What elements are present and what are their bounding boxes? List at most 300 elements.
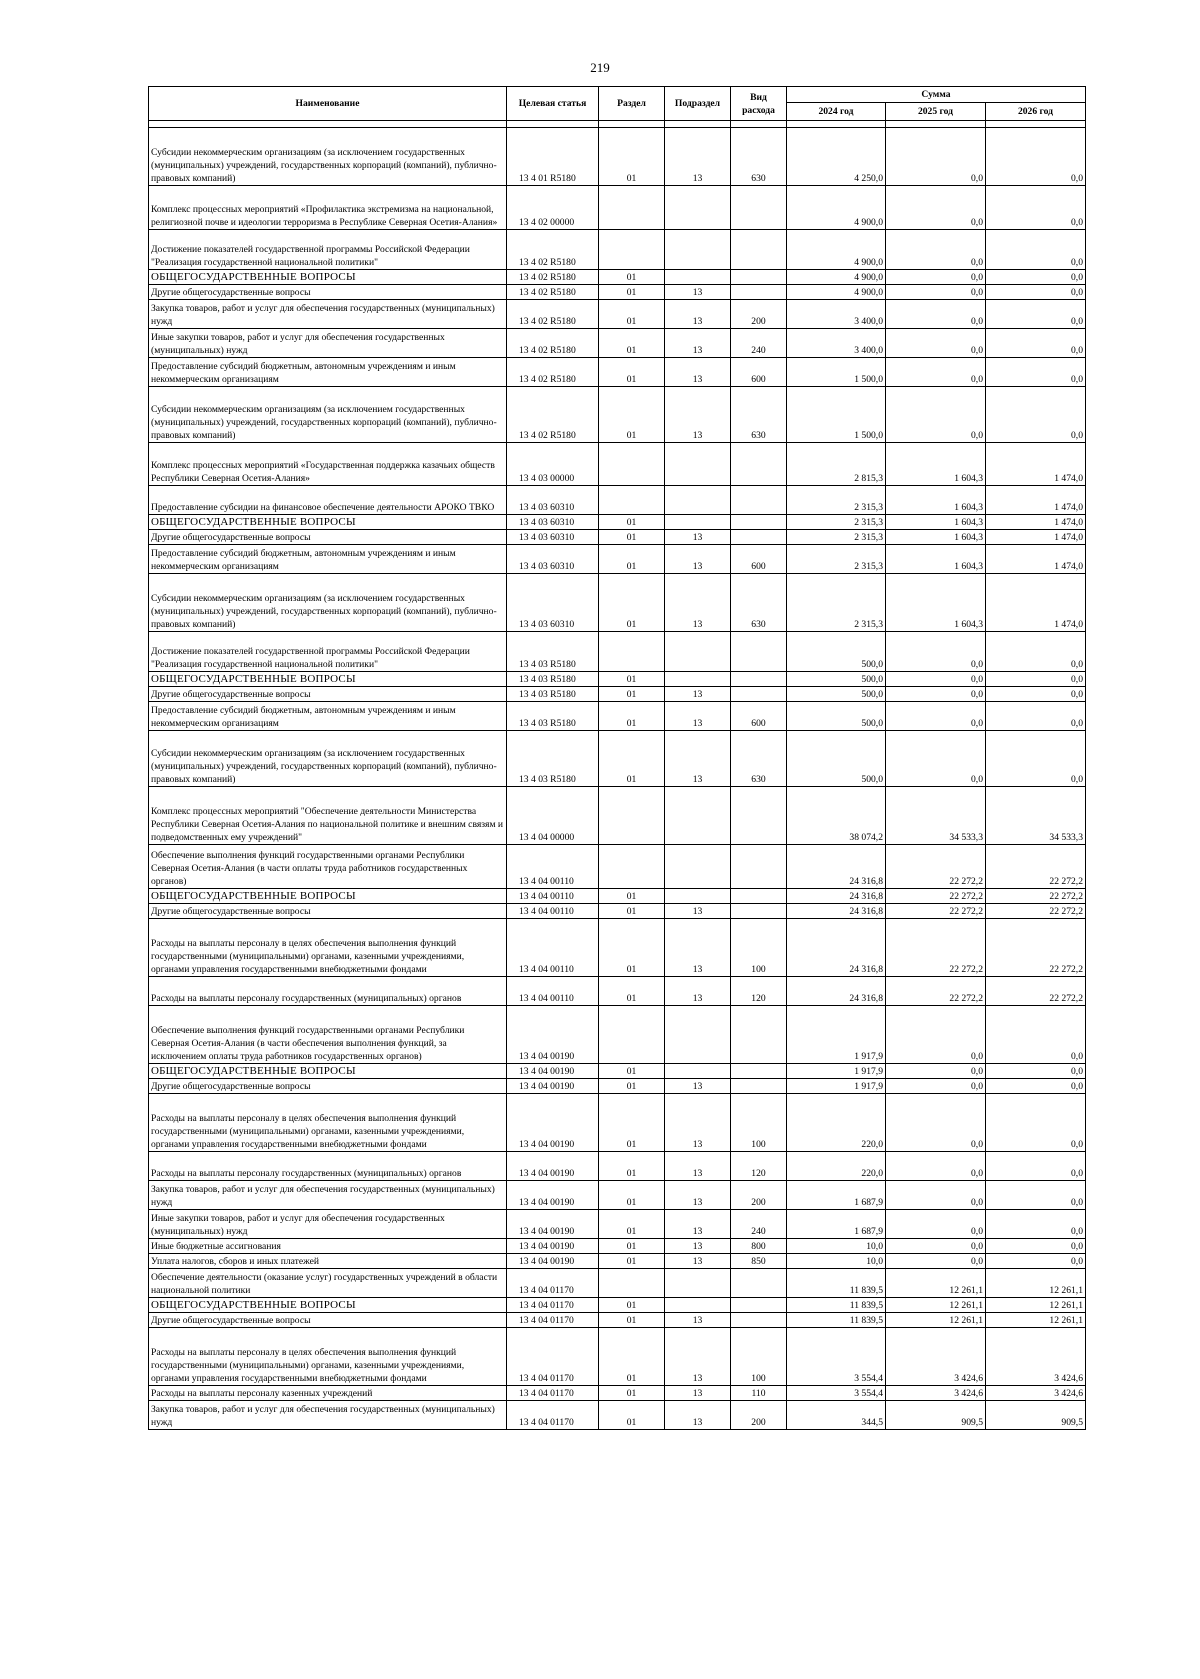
cell-2024: 500,0 [787, 687, 886, 702]
cell-section: 01 [599, 1181, 665, 1210]
cell-2024: 2 815,3 [787, 443, 886, 486]
cell-subsection: 13 [665, 1210, 731, 1239]
cell-target: 13 4 02 R5180 [507, 270, 599, 285]
cell-subsection: 13 [665, 919, 731, 977]
cell-target: 13 4 04 00190 [507, 1006, 599, 1064]
cell-2026: 3 424,6 [986, 1386, 1086, 1401]
cell-target: 13 4 04 00000 [507, 787, 599, 845]
cell-section [599, 443, 665, 486]
cell-target: 13 4 02 R5180 [507, 285, 599, 300]
table-row [149, 1269, 1086, 1298]
cell-subsection: 13 [665, 1386, 731, 1401]
table-row [149, 1254, 1086, 1269]
cell-section: 01 [599, 300, 665, 329]
cell-2025: 0,0 [886, 632, 986, 672]
cell-2026: 12 261,1 [986, 1269, 1086, 1298]
cell-2024: 220,0 [787, 1094, 886, 1152]
cell-2026: 1 474,0 [986, 530, 1086, 545]
table-row [149, 1094, 1086, 1152]
table-row [149, 919, 1086, 977]
cell-subsection: 13 [665, 285, 731, 300]
cell-2026: 34 533,3 [986, 787, 1086, 845]
cell-expense-type [731, 515, 787, 530]
cell-expense-type: 600 [731, 358, 787, 387]
cell-2026: 1 474,0 [986, 574, 1086, 632]
table-row [149, 515, 1086, 530]
cell-subsection [665, 486, 731, 515]
cell-expense-type: 200 [731, 300, 787, 329]
page-number: 219 [590, 60, 610, 75]
cell-subsection: 13 [665, 574, 731, 632]
table-row [149, 128, 1086, 186]
cell-expense-type [731, 486, 787, 515]
cell-subsection: 13 [665, 1239, 731, 1254]
cell-2026: 0,0 [986, 1254, 1086, 1269]
cell-expense-type: 850 [731, 1254, 787, 1269]
cell-name: ОБЩЕГОСУДАРСТВЕННЫЕ ВОПРОСЫ [149, 1064, 507, 1079]
table-row [149, 1079, 1086, 1094]
cell-subsection: 13 [665, 1313, 731, 1328]
cell-section: 01 [599, 904, 665, 919]
table-row [149, 1064, 1086, 1079]
table-row [149, 1210, 1086, 1239]
cell-2026: 0,0 [986, 1152, 1086, 1181]
cell-subsection [665, 186, 731, 230]
cell-subsection: 13 [665, 329, 731, 358]
cell-subsection [665, 515, 731, 530]
cell-2026: 22 272,2 [986, 904, 1086, 919]
cell-name: Комплекс процессных мероприятий «Государственная поддержка казачьих обществ Республики Северная Осетия-Алания» [149, 443, 507, 486]
cell-2025: 0,0 [886, 702, 986, 731]
cell-expense-type [731, 1313, 787, 1328]
cell-2025: 0,0 [886, 731, 986, 787]
cell-name: Иные закупки товаров, работ и услуг для обеспечения государственных (муниципальных) нужд [149, 1210, 507, 1239]
cell-name: Предоставление субсидии на финансовое обеспечение деятельности АРОКО ТВКО [149, 486, 507, 515]
cell-2024: 24 316,8 [787, 919, 886, 977]
cell-2025: 0,0 [886, 672, 986, 687]
cell-expense-type [731, 230, 787, 270]
cell-expense-type: 600 [731, 545, 787, 574]
cell-subsection [665, 632, 731, 672]
cell-name: Расходы на выплаты персоналу казенных учреждений [149, 1386, 507, 1401]
cell-target: 13 4 02 R5180 [507, 230, 599, 270]
cell-2025: 0,0 [886, 1064, 986, 1079]
cell-2026: 0,0 [986, 687, 1086, 702]
table-row [149, 270, 1086, 285]
table-row [149, 1386, 1086, 1401]
cell-2024: 10,0 [787, 1239, 886, 1254]
cell-target: 13 4 04 00190 [507, 1079, 599, 1094]
cell-name: Достижение показателей государственной программы Российской Федерации "Реализация государственной национальной политики" [149, 230, 507, 270]
table-row [149, 443, 1086, 486]
cell-2025: 22 272,2 [886, 904, 986, 919]
cell-expense-type [731, 889, 787, 904]
cell-2025: 0,0 [886, 285, 986, 300]
cell-target: 13 4 04 01170 [507, 1269, 599, 1298]
cell-2025: 0,0 [886, 1239, 986, 1254]
cell-2025: 0,0 [886, 1210, 986, 1239]
cell-expense-type: 110 [731, 1386, 787, 1401]
cell-section: 01 [599, 977, 665, 1006]
cell-2024: 1 500,0 [787, 387, 886, 443]
cell-2025: 1 604,3 [886, 574, 986, 632]
cell-subsection [665, 845, 731, 889]
cell-2024: 2 315,3 [787, 545, 886, 574]
cell-2026: 0,0 [986, 1181, 1086, 1210]
cell-section: 01 [599, 285, 665, 300]
budget-table [148, 86, 1086, 1430]
cell-expense-type [731, 1298, 787, 1313]
cell-2024: 500,0 [787, 672, 886, 687]
cell-2024: 4 900,0 [787, 230, 886, 270]
cell-expense-type: 120 [731, 977, 787, 1006]
cell-subsection [665, 443, 731, 486]
cell-section [599, 486, 665, 515]
cell-expense-type: 240 [731, 329, 787, 358]
cell-2024: 1 917,9 [787, 1064, 886, 1079]
cell-name: Закупка товаров, работ и услуг для обеспечения государственных (муниципальных) нужд [149, 300, 507, 329]
table-row [149, 687, 1086, 702]
cell-name: ОБЩЕГОСУДАРСТВЕННЫЕ ВОПРОСЫ [149, 515, 507, 530]
cell-target: 13 4 02 R5180 [507, 329, 599, 358]
cell-section: 01 [599, 358, 665, 387]
table-row [149, 1401, 1086, 1430]
cell-2026: 0,0 [986, 285, 1086, 300]
cell-expense-type: 630 [731, 128, 787, 186]
cell-2024: 1 917,9 [787, 1006, 886, 1064]
cell-subsection: 13 [665, 1094, 731, 1152]
cell-section: 01 [599, 1094, 665, 1152]
cell-target: 13 4 01 R5180 [507, 128, 599, 186]
cell-2025: 22 272,2 [886, 919, 986, 977]
cell-subsection [665, 230, 731, 270]
cell-2025: 0,0 [886, 687, 986, 702]
cell-section: 01 [599, 1298, 665, 1313]
cell-2024: 1 917,9 [787, 1079, 886, 1094]
cell-section [599, 1269, 665, 1298]
cell-name: Другие общегосударственные вопросы [149, 904, 507, 919]
cell-2024: 3 400,0 [787, 329, 886, 358]
table-row [149, 702, 1086, 731]
cell-2024: 2 315,3 [787, 574, 886, 632]
cell-subsection: 13 [665, 731, 731, 787]
cell-section: 01 [599, 1386, 665, 1401]
cell-2025: 1 604,3 [886, 486, 986, 515]
cell-2024: 4 250,0 [787, 128, 886, 186]
cell-2024: 500,0 [787, 702, 886, 731]
cell-name: Расходы на выплаты персоналу государственных (муниципальных) органов [149, 977, 507, 1006]
cell-section [599, 1006, 665, 1064]
table-row [149, 731, 1086, 787]
header-name: Наименование [149, 87, 507, 121]
cell-name: Обеспечение выполнения функций государственными органами Республики Северная Осетия-Алания (в части оплаты труда работников государственных органов) [149, 845, 507, 889]
cell-section: 01 [599, 530, 665, 545]
cell-2026: 1 474,0 [986, 443, 1086, 486]
cell-2026: 1 474,0 [986, 486, 1086, 515]
cell-2024: 1 500,0 [787, 358, 886, 387]
cell-section: 01 [599, 329, 665, 358]
cell-2024: 11 839,5 [787, 1269, 886, 1298]
cell-2024: 3 554,4 [787, 1386, 886, 1401]
cell-expense-type [731, 186, 787, 230]
cell-2024: 220,0 [787, 1152, 886, 1181]
cell-2026: 0,0 [986, 300, 1086, 329]
cell-target: 13 4 03 R5180 [507, 731, 599, 787]
cell-2025: 22 272,2 [886, 845, 986, 889]
cell-section: 01 [599, 387, 665, 443]
header-expense-type: Вид расхода [731, 87, 787, 121]
cell-expense-type: 200 [731, 1401, 787, 1430]
cell-target: 13 4 04 00190 [507, 1210, 599, 1239]
cell-2024: 24 316,8 [787, 904, 886, 919]
cell-section: 01 [599, 1313, 665, 1328]
cell-section: 01 [599, 515, 665, 530]
cell-2024: 2 315,3 [787, 530, 886, 545]
cell-expense-type [731, 270, 787, 285]
cell-subsection [665, 1064, 731, 1079]
table-row [149, 1181, 1086, 1210]
cell-2024: 11 839,5 [787, 1313, 886, 1328]
cell-subsection: 13 [665, 702, 731, 731]
cell-subsection: 13 [665, 977, 731, 1006]
cell-subsection: 13 [665, 530, 731, 545]
cell-target: 13 4 03 60310 [507, 515, 599, 530]
cell-2025: 1 604,3 [886, 545, 986, 574]
cell-2025: 0,0 [886, 300, 986, 329]
cell-target: 13 4 04 01170 [507, 1386, 599, 1401]
cell-2024: 4 900,0 [787, 186, 886, 230]
table-row [149, 1313, 1086, 1328]
cell-2024: 3 400,0 [787, 300, 886, 329]
table-row [149, 632, 1086, 672]
cell-2025: 0,0 [886, 1181, 986, 1210]
cell-name: Другие общегосударственные вопросы [149, 530, 507, 545]
table-row [149, 1006, 1086, 1064]
cell-2026: 12 261,1 [986, 1313, 1086, 1328]
cell-subsection: 13 [665, 1152, 731, 1181]
cell-2026: 0,0 [986, 128, 1086, 186]
cell-2026: 0,0 [986, 1210, 1086, 1239]
cell-2025: 0,0 [886, 1152, 986, 1181]
cell-2026: 12 261,1 [986, 1298, 1086, 1313]
cell-name: Предоставление субсидий бюджетным, автономным учреждениям и иным некоммерческим организациям [149, 358, 507, 387]
cell-section [599, 230, 665, 270]
cell-2025: 0,0 [886, 1094, 986, 1152]
cell-name: Предоставление субсидий бюджетным, автономным учреждениям и иным некоммерческим организациям [149, 702, 507, 731]
table-row [149, 387, 1086, 443]
cell-subsection: 13 [665, 128, 731, 186]
cell-subsection: 13 [665, 387, 731, 443]
cell-name: Закупка товаров, работ и услуг для обеспечения государственных (муниципальных) нужд [149, 1181, 507, 1210]
cell-expense-type: 200 [731, 1181, 787, 1210]
cell-section [599, 787, 665, 845]
cell-section: 01 [599, 270, 665, 285]
cell-subsection: 13 [665, 1254, 731, 1269]
cell-name: Расходы на выплаты персоналу в целях обеспечения выполнения функций государственными (муниципальными) органами, казенными учреждениями, органами управления государственными внебюджетными фондами [149, 1094, 507, 1152]
cell-2025: 1 604,3 [886, 530, 986, 545]
cell-2026: 0,0 [986, 1079, 1086, 1094]
cell-expense-type: 600 [731, 702, 787, 731]
cell-2024: 1 687,9 [787, 1210, 886, 1239]
cell-name: Расходы на выплаты персоналу в целях обеспечения выполнения функций государственными (муниципальными) органами, казенными учреждениями, органами управления государственными внебюджетными фондами [149, 1328, 507, 1386]
cell-target: 13 4 04 00110 [507, 889, 599, 904]
cell-2024: 24 316,8 [787, 845, 886, 889]
cell-expense-type: 800 [731, 1239, 787, 1254]
cell-2025: 12 261,1 [886, 1298, 986, 1313]
table-row [149, 230, 1086, 270]
cell-2026: 0,0 [986, 186, 1086, 230]
cell-expense-type: 100 [731, 919, 787, 977]
cell-section: 01 [599, 1254, 665, 1269]
cell-target: 13 4 03 R5180 [507, 687, 599, 702]
cell-expense-type [731, 443, 787, 486]
cell-section: 01 [599, 1079, 665, 1094]
table-row [149, 1239, 1086, 1254]
cell-subsection: 13 [665, 1401, 731, 1430]
cell-section: 01 [599, 1239, 665, 1254]
cell-target: 13 4 02 R5180 [507, 387, 599, 443]
cell-expense-type [731, 1064, 787, 1079]
cell-name: Уплата налогов, сборов и иных платежей [149, 1254, 507, 1269]
cell-name: Другие общегосударственные вопросы [149, 687, 507, 702]
header-2026: 2026 год [986, 103, 1086, 121]
cell-section [599, 632, 665, 672]
cell-2026: 0,0 [986, 1006, 1086, 1064]
cell-name: Субсидии некоммерческим организациям (за исключением государственных (муниципальных) учреждений, государственных корпораций (компаний), публично-правовых компаний) [149, 731, 507, 787]
cell-expense-type [731, 1269, 787, 1298]
cell-name: ОБЩЕГОСУДАРСТВЕННЫЕ ВОПРОСЫ [149, 1298, 507, 1313]
cell-name: Достижение показателей государственной программы Российской Федерации "Реализация государственной национальной политики" [149, 632, 507, 672]
cell-expense-type: 630 [731, 574, 787, 632]
table-row [149, 977, 1086, 1006]
cell-2025: 3 424,6 [886, 1386, 986, 1401]
cell-2024: 4 900,0 [787, 270, 886, 285]
cell-section: 01 [599, 1210, 665, 1239]
header-subsection: Подраздел [665, 87, 731, 121]
cell-name: Комплекс процессных мероприятий "Обеспечение деятельности Министерства Республики Северная Осетия-Алания по национальной политике и внешним связям и подведомственных ему учреждений" [149, 787, 507, 845]
cell-2024: 1 687,9 [787, 1181, 886, 1210]
table-row [149, 358, 1086, 387]
cell-section: 01 [599, 1152, 665, 1181]
table-row [149, 1152, 1086, 1181]
header-target: Целевая статья [507, 87, 599, 121]
cell-2025: 0,0 [886, 128, 986, 186]
cell-2024: 500,0 [787, 632, 886, 672]
cell-target: 13 4 04 00190 [507, 1181, 599, 1210]
cell-2024: 3 554,4 [787, 1328, 886, 1386]
cell-section: 01 [599, 545, 665, 574]
cell-subsection: 13 [665, 1079, 731, 1094]
table-row [149, 486, 1086, 515]
cell-target: 13 4 04 00110 [507, 919, 599, 977]
cell-name: Иные бюджетные ассигнования [149, 1239, 507, 1254]
cell-target: 13 4 04 00190 [507, 1064, 599, 1079]
cell-target: 13 4 04 00110 [507, 977, 599, 1006]
cell-target: 13 4 03 60310 [507, 545, 599, 574]
cell-subsection: 13 [665, 358, 731, 387]
cell-2024: 4 900,0 [787, 285, 886, 300]
cell-2025: 0,0 [886, 270, 986, 285]
cell-target: 13 4 03 R5180 [507, 632, 599, 672]
header-section: Раздел [599, 87, 665, 121]
cell-expense-type: 100 [731, 1328, 787, 1386]
table-row [149, 300, 1086, 329]
cell-2024: 24 316,8 [787, 977, 886, 1006]
table-body [149, 128, 1086, 1430]
cell-2025: 0,0 [886, 186, 986, 230]
cell-expense-type [731, 1079, 787, 1094]
cell-2026: 0,0 [986, 358, 1086, 387]
cell-2025: 1 604,3 [886, 443, 986, 486]
cell-2025: 34 533,3 [886, 787, 986, 845]
cell-2026: 0,0 [986, 1094, 1086, 1152]
cell-2025: 3 424,6 [886, 1328, 986, 1386]
cell-2026: 0,0 [986, 672, 1086, 687]
cell-target: 13 4 03 60310 [507, 486, 599, 515]
cell-name: Субсидии некоммерческим организациям (за исключением государственных (муниципальных) учреждений, государственных корпораций (компаний), публично-правовых компаний) [149, 387, 507, 443]
table-row [149, 889, 1086, 904]
cell-name: ОБЩЕГОСУДАРСТВЕННЫЕ ВОПРОСЫ [149, 270, 507, 285]
cell-section: 01 [599, 1064, 665, 1079]
cell-subsection: 13 [665, 687, 731, 702]
cell-name: ОБЩЕГОСУДАРСТВЕННЫЕ ВОПРОСЫ [149, 672, 507, 687]
cell-subsection: 13 [665, 1328, 731, 1386]
cell-name: ОБЩЕГОСУДАРСТВЕННЫЕ ВОПРОСЫ [149, 889, 507, 904]
cell-name: Комплекс процессных мероприятий «Профилактика экстремизма на национальной, религиозной почве и идеологии терроризма в Республике Северная Осетия-Алания» [149, 186, 507, 230]
cell-section: 01 [599, 574, 665, 632]
cell-2026: 1 474,0 [986, 545, 1086, 574]
cell-section [599, 845, 665, 889]
cell-subsection [665, 787, 731, 845]
cell-target: 13 4 02 R5180 [507, 300, 599, 329]
cell-subsection: 13 [665, 545, 731, 574]
cell-subsection [665, 1298, 731, 1313]
cell-2026: 22 272,2 [986, 889, 1086, 904]
table-row [149, 574, 1086, 632]
cell-name: Расходы на выплаты персоналу в целях обеспечения выполнения функций государственными (муниципальными) органами, казенными учреждениями, органами управления государственными внебюджетными фондами [149, 919, 507, 977]
table-row [149, 1298, 1086, 1313]
cell-2024: 2 315,3 [787, 515, 886, 530]
cell-2025: 909,5 [886, 1401, 986, 1430]
cell-2025: 0,0 [886, 1079, 986, 1094]
cell-2026: 3 424,6 [986, 1328, 1086, 1386]
cell-2025: 12 261,1 [886, 1313, 986, 1328]
cell-section: 01 [599, 1401, 665, 1430]
cell-section: 01 [599, 128, 665, 186]
cell-2025: 0,0 [886, 329, 986, 358]
cell-name: Другие общегосударственные вопросы [149, 1079, 507, 1094]
cell-target: 13 4 04 00190 [507, 1152, 599, 1181]
cell-2026: 0,0 [986, 731, 1086, 787]
cell-target: 13 4 04 00110 [507, 845, 599, 889]
cell-2024: 24 316,8 [787, 889, 886, 904]
cell-2026: 0,0 [986, 1239, 1086, 1254]
table-row [149, 329, 1086, 358]
cell-expense-type [731, 672, 787, 687]
cell-2024: 344,5 [787, 1401, 886, 1430]
cell-expense-type [731, 285, 787, 300]
cell-2026: 0,0 [986, 387, 1086, 443]
cell-name: Другие общегосударственные вопросы [149, 285, 507, 300]
cell-section: 01 [599, 731, 665, 787]
cell-target: 13 4 04 01170 [507, 1401, 599, 1430]
table-row [149, 285, 1086, 300]
cell-target: 13 4 03 00000 [507, 443, 599, 486]
table-row [149, 672, 1086, 687]
cell-2026: 0,0 [986, 230, 1086, 270]
cell-2026: 22 272,2 [986, 845, 1086, 889]
cell-name: Обеспечение деятельности (оказание услуг) государственных учреждений в области национальной политики [149, 1269, 507, 1298]
